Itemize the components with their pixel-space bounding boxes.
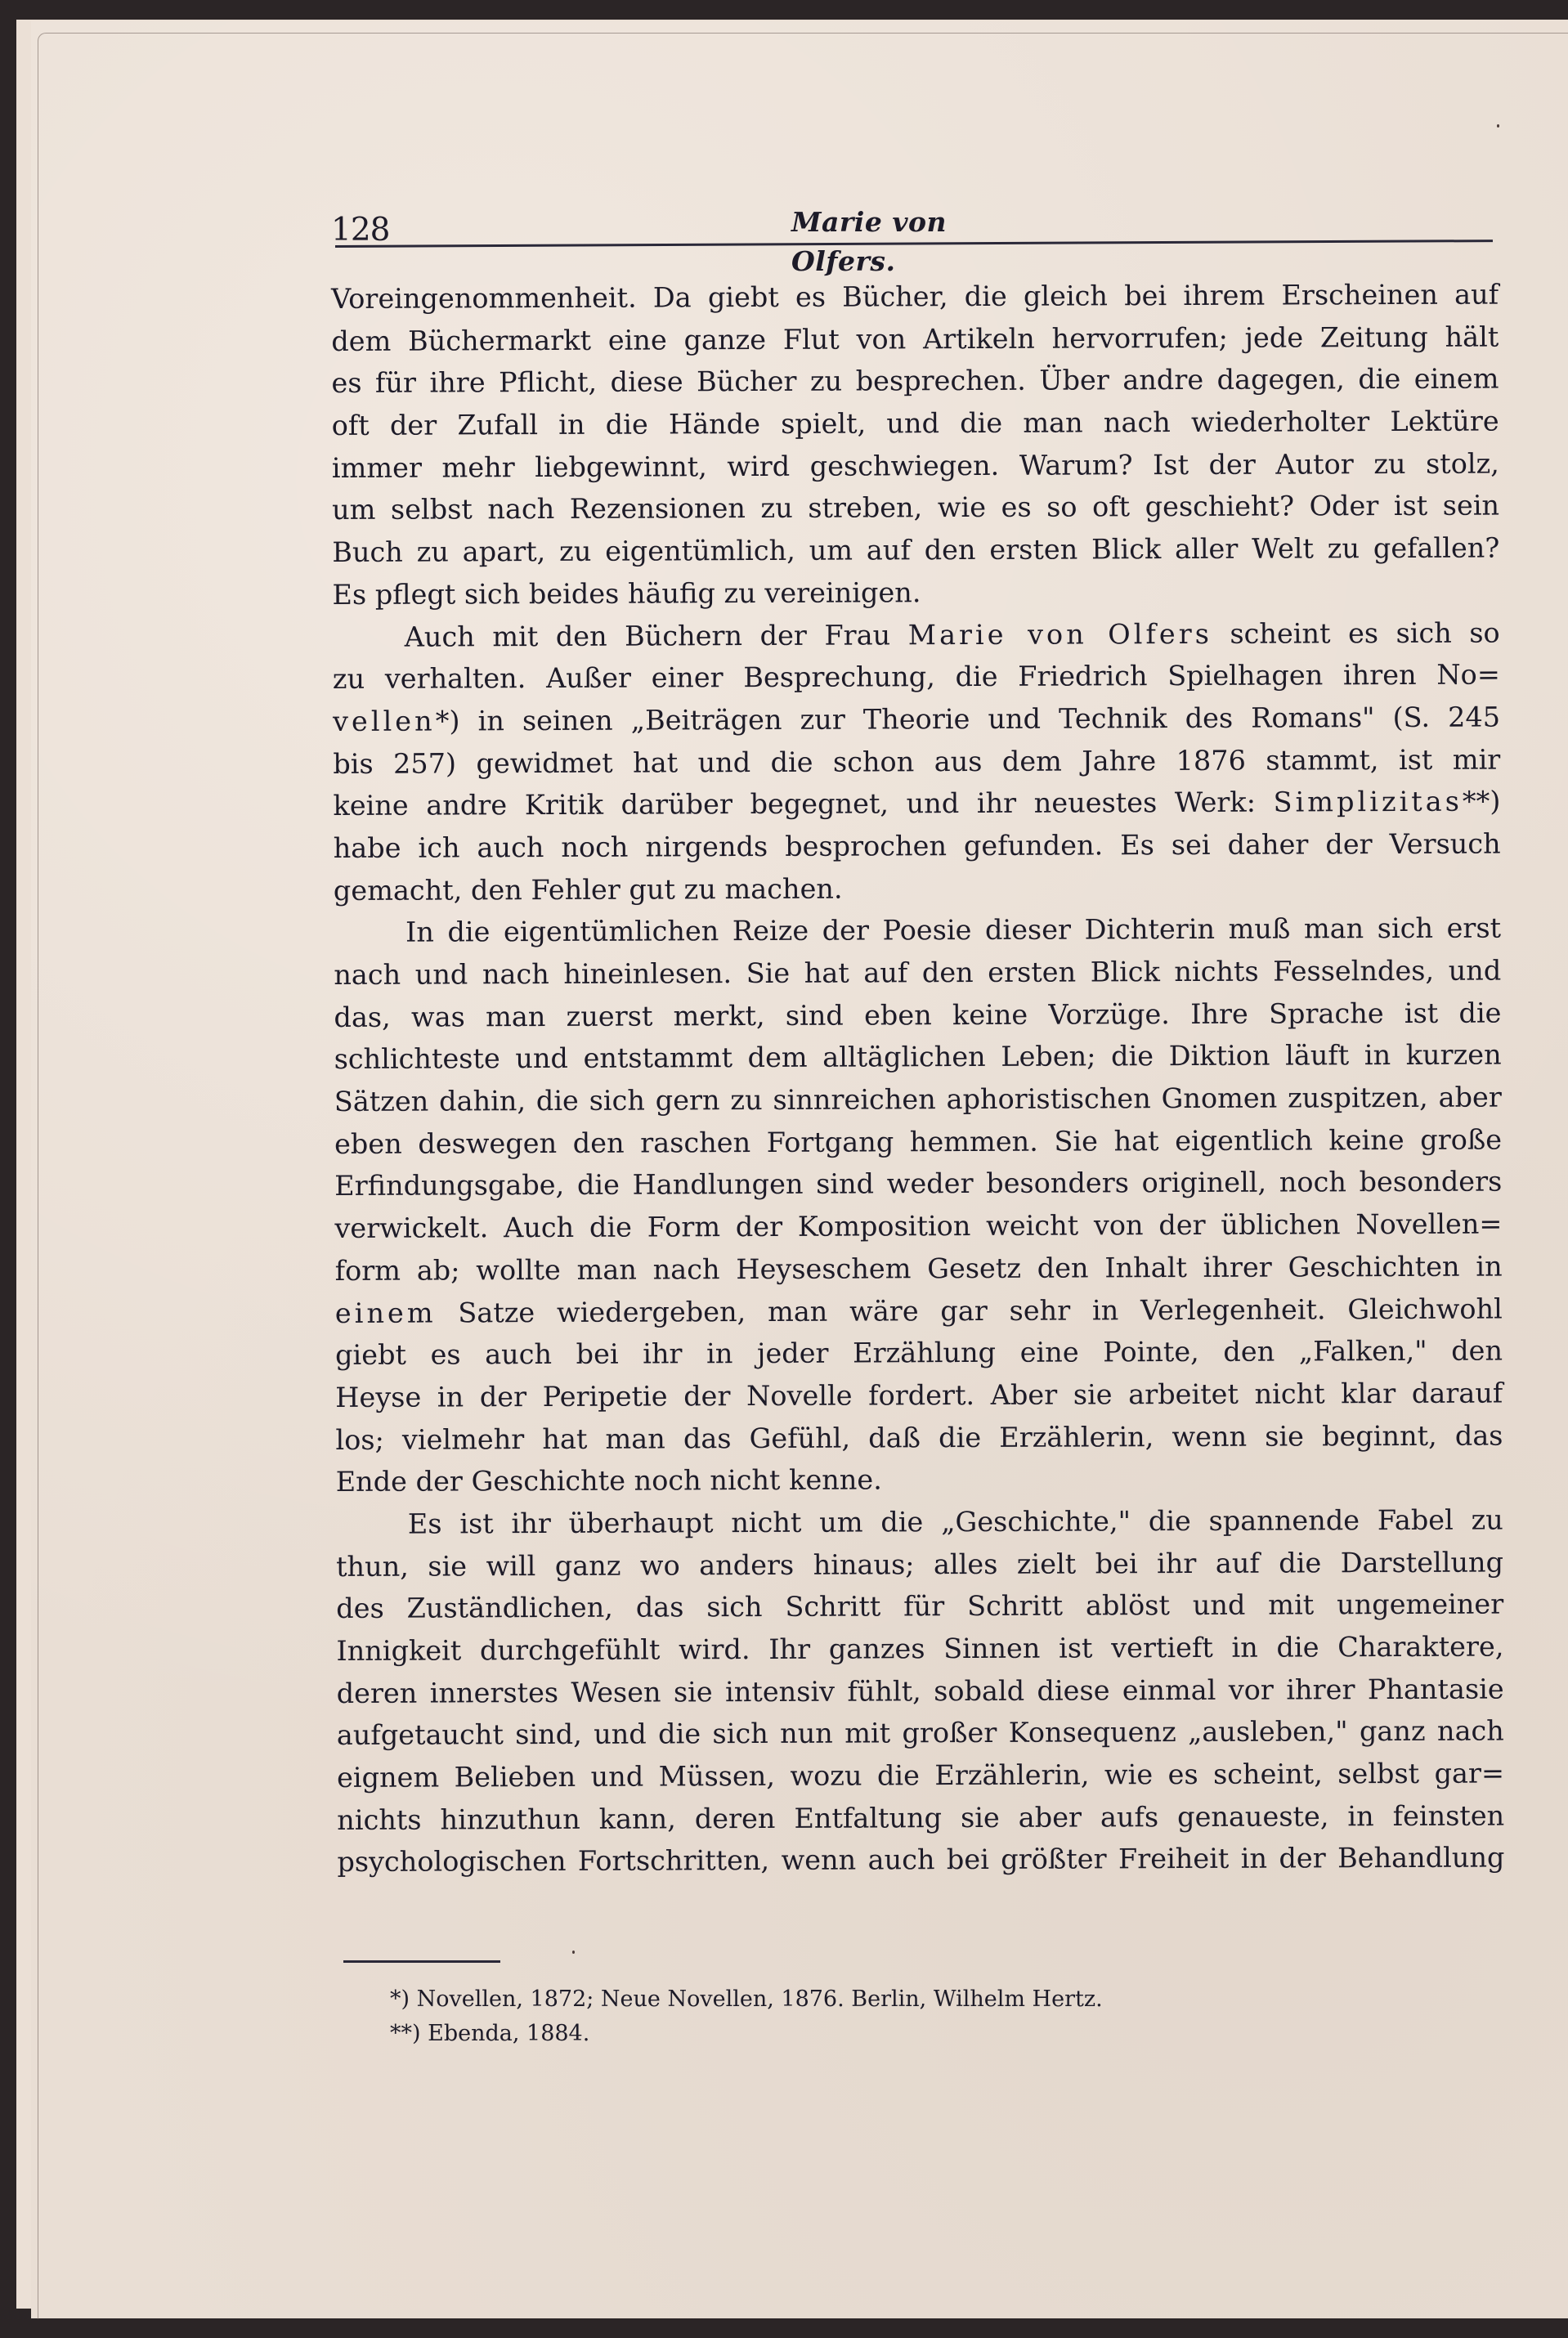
text-line: Buch zu apart, zu eigentümlich, um auf den ersten Blick aller Welt zu gefallen?: [332, 531, 1500, 569]
footnote-2: **) Ebenda, 1884.: [390, 2021, 590, 2046]
text-line: eignem Belieben und Müssen, wozu die Erzählerin, wie es scheint, selbst gar=: [336, 1757, 1505, 1794]
text-line: habe ich auch noch nirgends besprochen gefunden. Es sei daher der Versuch: [333, 827, 1501, 864]
text-line: In die eigentümlichen Reize der Poesie dieser Dichterin muß man sich erst: [405, 911, 1502, 948]
text-fragment: Satze wiedergeben, man wäre gar sehr in Verlegenheit. Gleichwohl: [436, 1292, 1503, 1329]
text-fragment: keine andre Kritik darüber begegnet, und ihr neuestes Werk:: [333, 786, 1274, 822]
text-line: bis 257) gewidmet hat und die schon aus dem Jahre 1876 stammt, ist mir: [333, 743, 1501, 780]
text-line: aufgetaucht sind, und die sich nun mit großer Konsequenz „ausleben," ganz nach: [336, 1714, 1504, 1752]
text-line: eben deswegen den raschen Fortgang hemmen. Sie hat eigentlich keine große: [334, 1123, 1503, 1160]
text-line: oft der Zufall in die Hände spielt, und die man nach wiederholter Lektüre: [331, 405, 1499, 442]
text-line: [333, 781, 1500, 827]
text-fragment: **): [1462, 785, 1501, 817]
footnotes: [390, 1982, 1371, 2051]
spaced-emphasis: einem: [334, 1297, 437, 1329]
text-line: verwickelt. Auch die Form der Komposition weicht von der üblichen Novellen=: [334, 1207, 1503, 1245]
text-line: schlichteste und entstammt dem alltäglichen Leben; die Diktion läuft in kurzen: [334, 1038, 1502, 1076]
text-line: Heyse in der Peripetie der Novelle fordert. Aber sie arbeitet nicht klar darauf: [335, 1377, 1503, 1413]
footnote-rule: [343, 1960, 500, 1963]
text-line: [335, 1288, 1503, 1334]
text-line: nichts hinzuthun kann, deren Entfaltung sie aber aufs genaueste, in feinsten: [337, 1799, 1505, 1836]
text-line: Innigkeit durchgefühlt wird. Ihr ganzes Sinnen ist vertieft in die Charaktere,: [336, 1630, 1504, 1667]
text-line: nach und nach hineinlesen. Sie hat auf den ersten Blick nichts Fesselndes, und: [334, 954, 1502, 991]
page-number: 128: [331, 212, 390, 249]
text-line: Sätzen dahin, die sich gern zu sinnreichen aphoristischen Gnomen zuspitzen, aber: [334, 1081, 1502, 1118]
text-line: Es pflegt sich beides häufig zu vereinigen.: [332, 576, 921, 611]
text-line: psychologischen Fortschritten, wenn auch bei größter Freiheit in der Behandlung: [337, 1841, 1505, 1879]
spaced-emphasis: vellen: [333, 705, 436, 737]
text-line: Voreingenommenheit. Da giebt es Bücher, die gleich bei ihrem Erscheinen auf: [331, 278, 1499, 315]
text-line: Es ist ihr überhaupt nicht um die „Geschichte," die spannende Fabel zu: [407, 1503, 1503, 1540]
text-fragment: *) in seinen „Beiträgen zur Theorie und Technik des Romans" (S. 245: [435, 701, 1501, 737]
text-line: Ende der Geschichte noch nicht kenne.: [335, 1463, 882, 1498]
running-head: Marie von Olfers.: [791, 206, 947, 277]
text-fragment: scheint es sich so: [1212, 616, 1500, 650]
paper-speck: [572, 1951, 575, 1954]
body-text: [331, 274, 1505, 1884]
text-line: gemacht, den Fehler gut zu machen.: [333, 872, 843, 907]
spaced-emphasis: Simplizitas: [1273, 785, 1463, 818]
text-line: giebt es auch bei ihr in jeder Erzählung eine Pointe, den „Falken," den: [334, 1334, 1503, 1372]
text-line: dem Büchermarkt eine ganze Flut von Artikeln hervorrufen; jede Zeitung hält: [331, 320, 1499, 357]
text-line: des Zuständlichen, das sich Schritt für Schritt ablöst und mit ungemeiner: [336, 1588, 1504, 1625]
text-line: los; vielmehr hat man das Gefühl, daß die Erzählerin, wenn sie beginnt, das: [335, 1419, 1503, 1456]
text-line: das, was man zuerst merkt, sind eben keine Vorzüge. Ihre Sprache ist die: [334, 997, 1502, 1033]
text-line: deren innerstes Wesen sie intensiv fühlt, sobald diese einmal vor ihrer Phantasie: [336, 1673, 1504, 1709]
text-line: zu verhalten. Außer einer Besprechung, die Friedrich Spielhagen ihren No=: [332, 658, 1500, 696]
text-line: [333, 696, 1500, 742]
text-line: thun, sie will ganz wo anders hinaus; alles zielt bei ihr auf die Darstellung: [335, 1546, 1504, 1583]
text-line: immer mehr liebgewinnt, wird geschwiegen. Warum? Ist der Autor zu stolz,: [331, 447, 1499, 484]
text-line: um selbst nach Rezensionen zu streben, wie es so oft geschieht? Oder ist sein: [332, 489, 1500, 526]
text-line: Erfindungsgabe, die Handlungen sind weder besonders originell, noch besonders: [334, 1165, 1503, 1203]
spaced-emphasis: Marie von Olfers: [907, 617, 1212, 651]
text-fragment: Auch mit den Büchern der Frau: [404, 618, 908, 653]
text-line: es für ihre Pflicht, diese Bücher zu besprechen. Über andre dagegen, die einem: [331, 362, 1499, 400]
paper-speck: [1497, 124, 1499, 128]
text-line: form ab; wollte man nach Heyseschem Gesetz den Inhalt ihrer Geschichten in: [334, 1250, 1503, 1287]
text-line: [333, 611, 1500, 658]
footnote-1: *) Novellen, 1872; Neue Novellen, 1876. Berlin, Wilhelm Hertz.: [390, 1986, 1103, 2012]
